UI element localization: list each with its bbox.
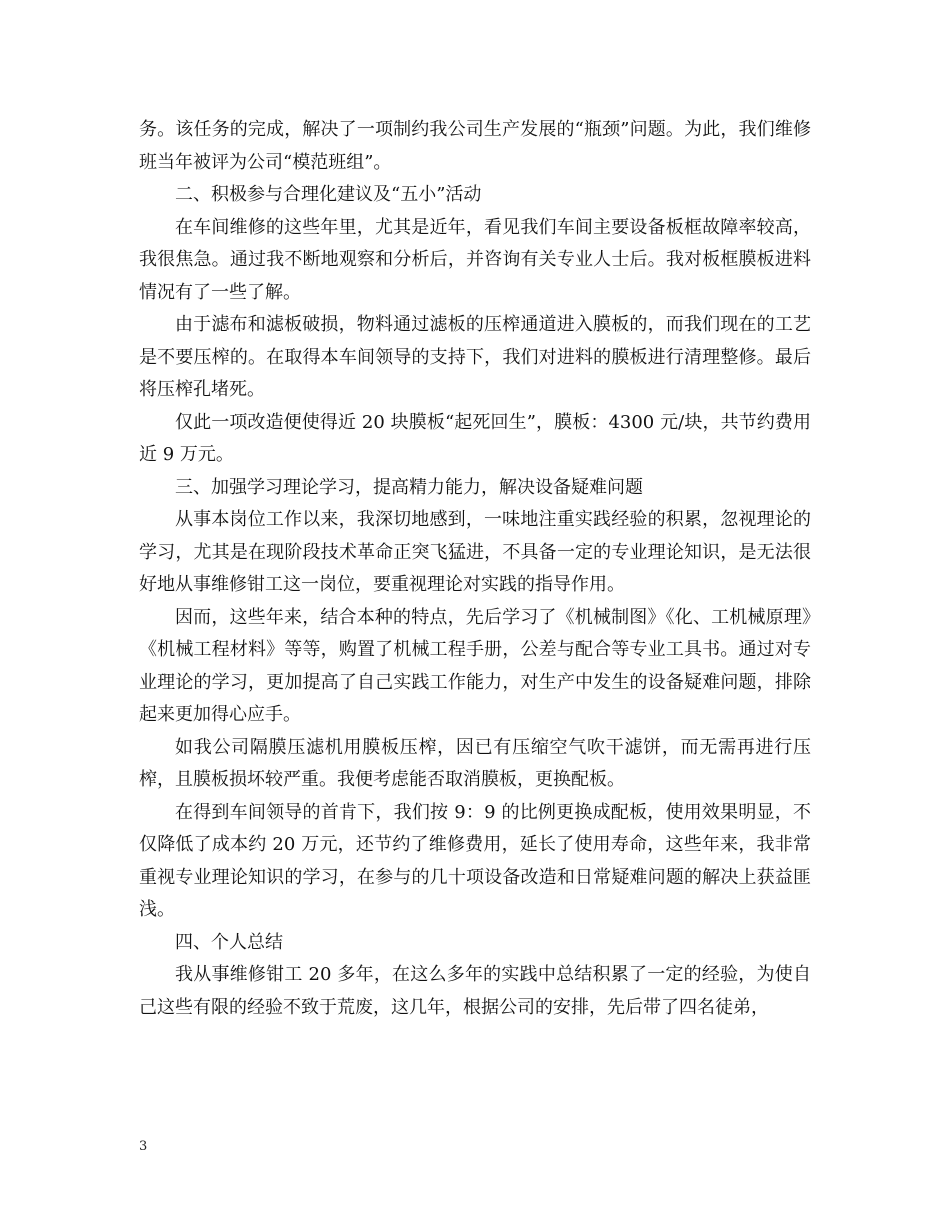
section-heading-3: 三、加强学习理论学习，提高精力能力，解决设备疑难问题 — [175, 476, 643, 498]
section-heading-4: 四、个人总结 — [175, 931, 283, 953]
paragraph: 从事本岗位工作以来，我深切地感到，一味地注重实践经验的积累，忽视理论的学习，尤其是在现阶段技术革命正突飞猛进，不具备一定的专业理论知识，是无法很好地从事维修钳工这一岗位，要重视理论对实践的指导作用。 — [139, 509, 811, 595]
paragraph: 在车间维修的这些年里，尤其是近年，看见我们车间主要设备板框故障率较高，我很焦急。通过我不断地观察和分析后，并咨询有关专业人士后。我对板框膜板进料情况有了一些了解。 — [139, 216, 811, 303]
paragraph-continuation: 务。该任务的完成，解决了一项制约我公司生产发展的“瓶颈”问题。为此，我们维修班当年被评为公司“模范班组”。 — [139, 119, 811, 173]
paragraph: 我从事维修钳工 20 多年，在这么多年的实践中总结积累了一定的经验，为使自己这些有限的经验不致于荒废，这几年，根据公司的安排，先后带了四名徒弟， — [139, 964, 811, 1018]
page-number: 3 — [139, 1139, 148, 1154]
paragraph: 因而，这些年来，结合本种的特点，先后学习了《机械制图》《化、工机械原理》《机械工程材料》等等，购置了机械工程手册，公差与配合等专业工具书。通过对专业理论的学习，更加提高了自己实践工作能力，对生产中发生的设备疑难问题，排除起来更加得心应手。 — [139, 606, 811, 725]
paragraph: 仅此一项改造便使得近 20 块膜板“起死回生”，膜板：4300 元/块，共节约费用近 9 万元。 — [139, 411, 811, 465]
paragraph: 由于滤布和滤板破损，物料通过滤板的压榨通道进入膜板的，而我们现在的工艺是不要压榨的。在取得本车间领导的支持下，我们对进料的膜板进行清理整修。最后将压榨孔堵死。 — [139, 314, 811, 400]
paragraph: 如我公司隔膜压滤机用膜板压榨，因已有压缩空气吹干滤饼，而无需再进行压榨，且膜板损坏较严重。我便考虑能否取消膜板，更换配板。 — [139, 736, 811, 790]
document-body — [139, 114, 811, 1024]
paragraph: 在得到车间领导的首肯下，我们按 9：9 的比例更换成配板，使用效果明显，不仅降低了成本约 20 万元，还节约了维修费用，延长了使用寿命，这些年来，我非常重视专业理论知识的学习，在参与的几十项设备改造和日常疑难问题的解决上获益匪浅。 — [139, 801, 811, 920]
section-heading-2: 二、积极参与合理化建议及“五小”活动 — [175, 184, 482, 205]
